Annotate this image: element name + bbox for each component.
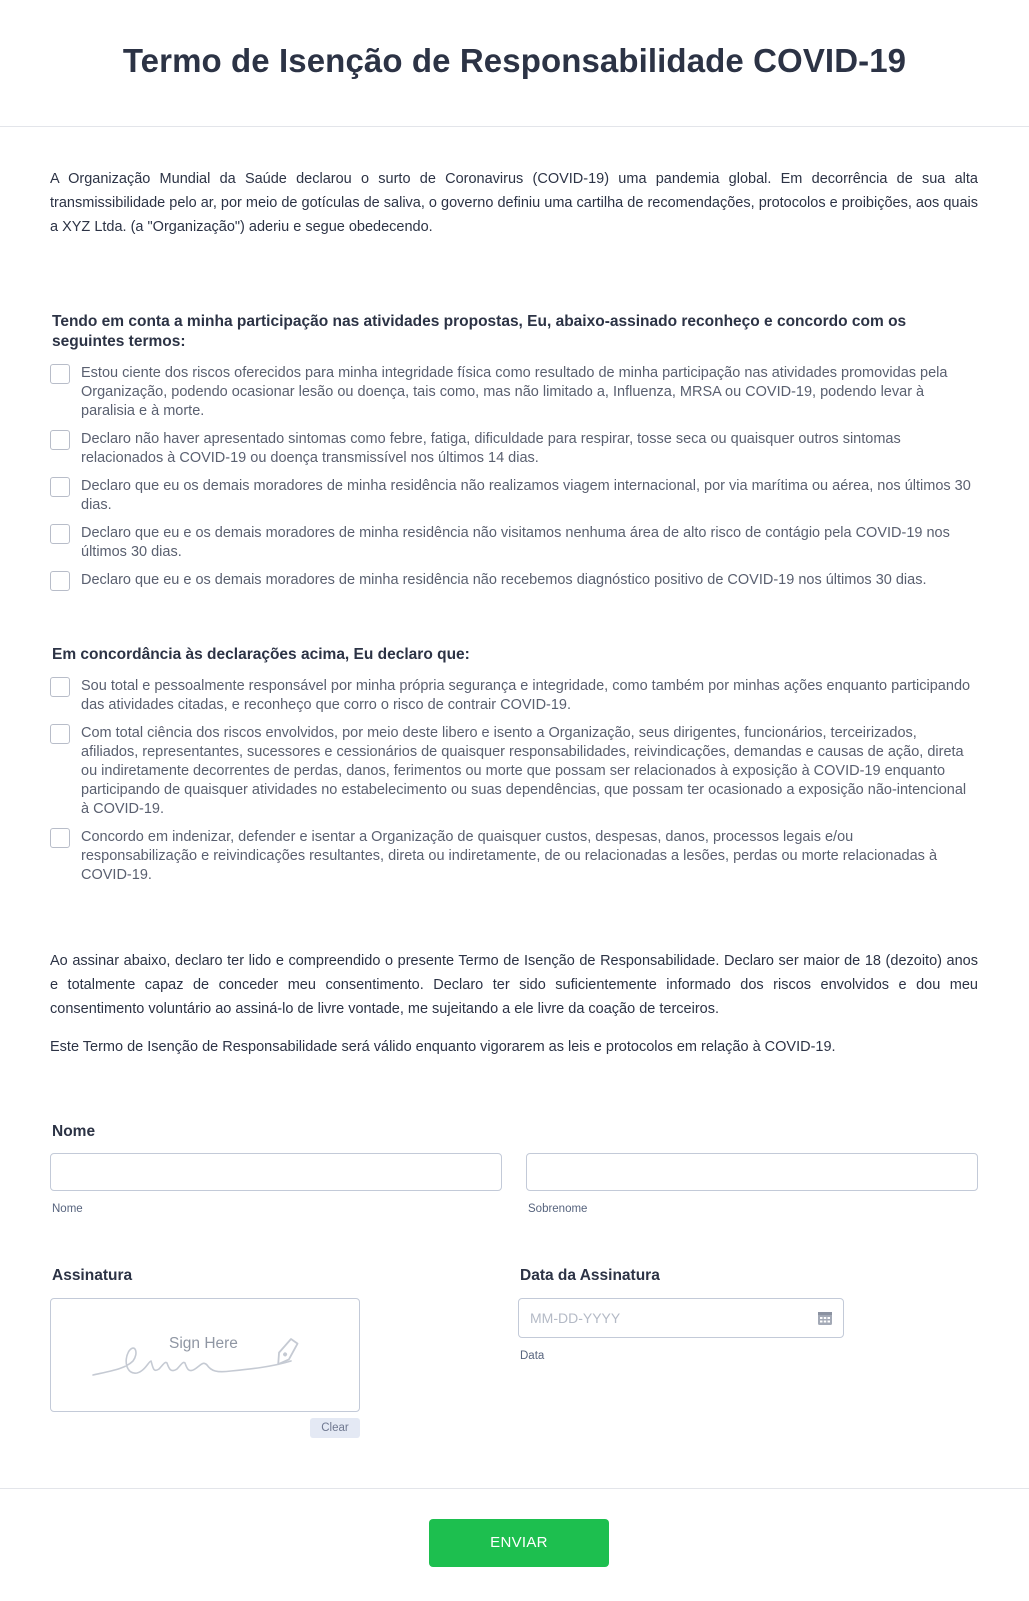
form-title: Termo de Isenção de Responsabilidade COVID-19: [122, 42, 907, 79]
checkbox-option[interactable]: [50, 430, 979, 468]
submit-button[interactable]: ENVIAR: [429, 1519, 609, 1567]
first-name-input[interactable]: [50, 1153, 502, 1191]
intro-paragraph: A Organização Mundial da Saúde declarou o surto de Coronavirus (COVID-19) uma pandemia global. Em decorrência de sua alta transmissibilidade pelo ar, por meio de gotículas de saliva, o governo definiu uma cartilha de recomendações, protocolos e proibições, aos quais a XYZ Ltda. (a "Organização") aderiu e segue obedecendo.: [50, 171, 978, 235]
checkbox-option[interactable]: [50, 724, 979, 819]
closing-paragraph: Ao assinar abaixo, declaro ter lido e compreendido o presente Termo de Isenção de Responsabilidade. Declaro ser maior de 18 (dezoito) anos e totalmente capaz de conceder meu consentimento. Declaro ter sido suficientemente informado dos riscos envolvidos e dou meu consentimento voluntário ao assiná-lo de livre vontade, me sujeitando a ele livre da coação de terceiros.: [50, 953, 978, 1017]
checkbox-option[interactable]: [50, 571, 979, 591]
checkbox[interactable]: [50, 524, 70, 544]
date-sublabel: Data: [520, 1350, 545, 1362]
section-declarations-label: Em concordância às declarações acima, Eu declaro que:: [52, 646, 470, 663]
checkbox-label: Concordo em indenizar, defender e isentar a Organização de quaisquer custos, despesas, danos, processos legais e/ou responsabilização e reivindicações resultantes, direta ou indiretamente, de ou relacionadas a lesões, perdas ou morte relacionadas à COVID-19.: [81, 829, 938, 883]
checkbox-label: Declaro que eu os demais moradores de minha residência não realizamos viagem internacional, por via marítima ou aérea, nos últimos 30 dias.: [81, 478, 971, 513]
checkbox-option[interactable]: [50, 524, 979, 562]
checkbox[interactable]: [50, 477, 70, 497]
checkbox[interactable]: [50, 571, 70, 591]
checkbox-label: Declaro não haver apresentado sintomas como febre, fatiga, dificuldade para respirar, tosse seca ou quaisquer outros sintomas relacionados à COVID-19 ou doença transmissível nos últimos 14 dias.: [81, 431, 901, 466]
checkbox-label: Declaro que eu e os demais moradores de minha residência não visitamos nenhuma área de alto risco de contágio pela COVID-19 nos últimos 30 dias.: [81, 525, 950, 560]
checkbox-option[interactable]: [50, 364, 979, 421]
checkbox-option[interactable]: [50, 677, 979, 715]
name-field: [50, 1123, 979, 1215]
checkbox-option[interactable]: [50, 828, 979, 885]
section-terms-label: Tendo em conta a minha participação nas atividades propostas, Eu, abaixo-assinado reconheço e concordo com os seguintes termos:: [52, 313, 907, 350]
checkbox[interactable]: [50, 828, 70, 848]
clear-signature-button[interactable]: Clear: [310, 1418, 360, 1438]
date-placeholder: MM-DD-YYYY: [530, 1310, 621, 1326]
checkbox-option[interactable]: [50, 477, 979, 515]
name-label: Nome: [52, 1123, 96, 1140]
section-declarations: [50, 645, 979, 885]
first-name-sublabel: Nome: [52, 1203, 83, 1215]
checkbox[interactable]: [50, 724, 70, 744]
checkbox-label: Com total ciência dos riscos envolvidos, por meio deste libero e isento a Organização, seus dirigentes, funcionários, terceirizados, afiliados, representantes, sucessores e cessionários de quaisquer responsabilidades, reivindicações, demandas e causas de ação, direta ou indiretamente decorrentes de perdas, danos, ferimentos ou morte que possam ser relacionados à exposição à COVID-19 enquanto participando de quaisquer atividades no estabelecimento ou suas dependências, que possam ter ocasionado a exposição não-intencional à COVID-19.: [81, 725, 967, 817]
form-header: [0, 0, 1029, 127]
signature-pad[interactable]: [50, 1298, 360, 1412]
sign-here-hint: Sign Here: [169, 1335, 238, 1352]
signature-field: [50, 1267, 518, 1438]
checkbox[interactable]: [50, 364, 70, 384]
signature-label: Assinatura: [52, 1267, 133, 1284]
checkbox-label: Estou ciente dos riscos oferecidos para minha integridade física como resultado de minha participação nas atividades promovidas pela Organização, podendo ocasionar lesão ou doença, tais como, mas não limitado a, Influenza, MRSA ou COVID-19, podendo levar à paralisia e à morte.: [81, 365, 948, 419]
calendar-icon[interactable]: [817, 1310, 833, 1326]
validity-paragraph: Este Termo de Isenção de Responsabilidade será válido enquanto vigorarem as leis e protocolos em relação à COVID-19.: [50, 1039, 836, 1055]
last-name-input[interactable]: [526, 1153, 978, 1191]
checkbox-label: Declaro que eu e os demais moradores de minha residência não recebemos diagnóstico positivo de COVID-19 nos últimos 30 dias.: [81, 572, 927, 588]
date-input[interactable]: [518, 1298, 844, 1338]
date-field: [518, 1267, 844, 1438]
form-content: [0, 127, 1029, 1438]
checkbox[interactable]: [50, 430, 70, 450]
date-label: Data da Assinatura: [520, 1267, 660, 1284]
form-footer: [0, 1488, 1029, 1601]
section-terms: [50, 312, 979, 591]
checkbox[interactable]: [50, 677, 70, 697]
last-name-sublabel: Sobrenome: [528, 1203, 588, 1215]
checkbox-label: Sou total e pessoalmente responsável por minha própria segurança e integridade, como também por minhas ações enquanto participando das atividades citadas, e reconheço que corro o risco de contrair COVID-19.: [81, 678, 971, 713]
